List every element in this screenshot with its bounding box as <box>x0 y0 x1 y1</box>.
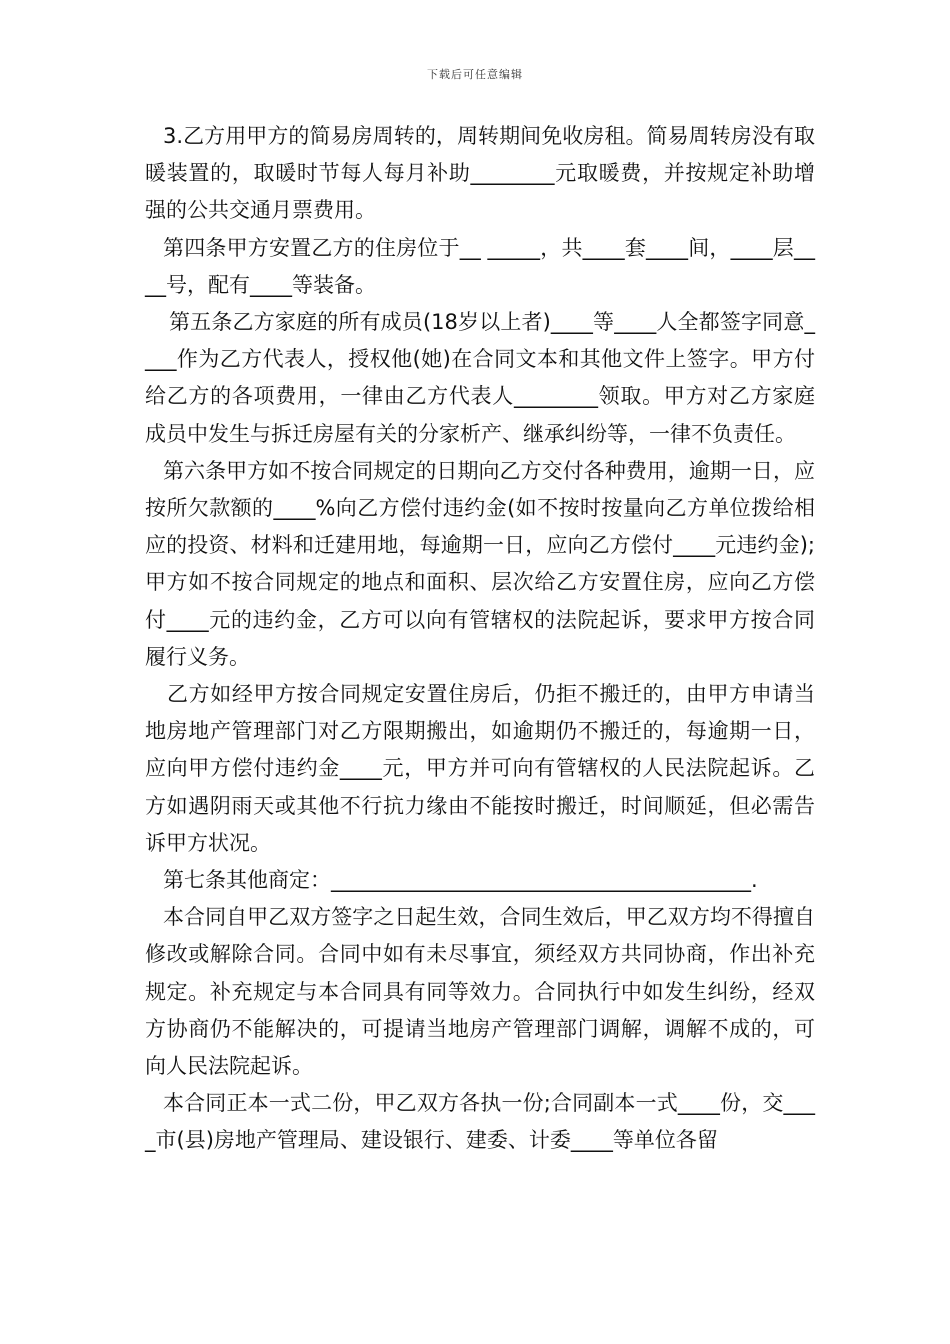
paragraph: 第七条其他商定：________________________________________. <box>163 868 758 893</box>
page-header-note: 下载后可任意编辑 <box>427 68 523 81</box>
paragraph: 乙方如经甲方按合同规定安置住房后，仍拒不搬迁的，由甲方申请当地房地产管理部门对乙方限期搬出，如逾期仍不搬迁的，每逾期一日，应向甲方偿付违约金____元，甲方并可向有管辖权的人民法院起诉。乙方如遇阴雨天或其他不行抗力缘由不能按时搬迁，时间顺延，但必需告诉甲方状况。 <box>145 682 815 855</box>
paragraph: 第六条甲方如不按合同规定的日期向乙方交付各种费用，逾期一日，应按所欠款额的____%向乙方偿付违约金(如不按时按量向乙方单位拨给相应的投资、材料和迁建用地，每逾期一日，应向乙方偿付____元违约金);甲方如不按合同规定的地点和面积、层次给乙方安置住房，应向乙方偿付____元的违约金，乙方可以向有管辖权的法院起诉，要求甲方按合同履行义务。 <box>145 458 815 669</box>
paragraph: 本合同正本一式二份，甲乙双方各执一份;合同副本一式____份，交____市(县)房地产管理局、建设银行、建委、计委____等单位各留 <box>145 1091 815 1153</box>
paragraph: 本合同自甲乙双方签字之日起生效，合同生效后，甲乙双方均不得擅自修改或解除合同。合同中如有未尽事宜，须经双方共同协商，作出补充规定。补充规定与本合同具有同等效力。合同执行中如发生纠纷，经双方协商仍不能解决的，可提请当地房产管理部门调解，调解不成的，可向人民法院起诉。 <box>145 905 815 1079</box>
document-body <box>145 118 815 1160</box>
paragraph: 第五条乙方家庭的所有成员(18岁以上者)____等____人全都签字同意____作为乙方代表人，授权他(她)在合同文本和其他文件上签字。甲方付给乙方的各项费用，一律由乙方代表人________领取。甲方对乙方家庭成员中发生与拆迁房屋有关的分家析产、继承纠纷等，一律不负责任。 <box>145 310 815 446</box>
paragraph: 第四条甲方安置乙方的住房位于__ _____，共____套____间，____层____号，配有____等装备。 <box>145 235 815 297</box>
paragraph: 3.乙方用甲方的简易房周转的，周转期间免收房租。简易周转房没有取暖装置的，取暖时节每人每月补助________元取暖费，并按规定补助增强的公共交通月票费用。 <box>145 124 815 223</box>
